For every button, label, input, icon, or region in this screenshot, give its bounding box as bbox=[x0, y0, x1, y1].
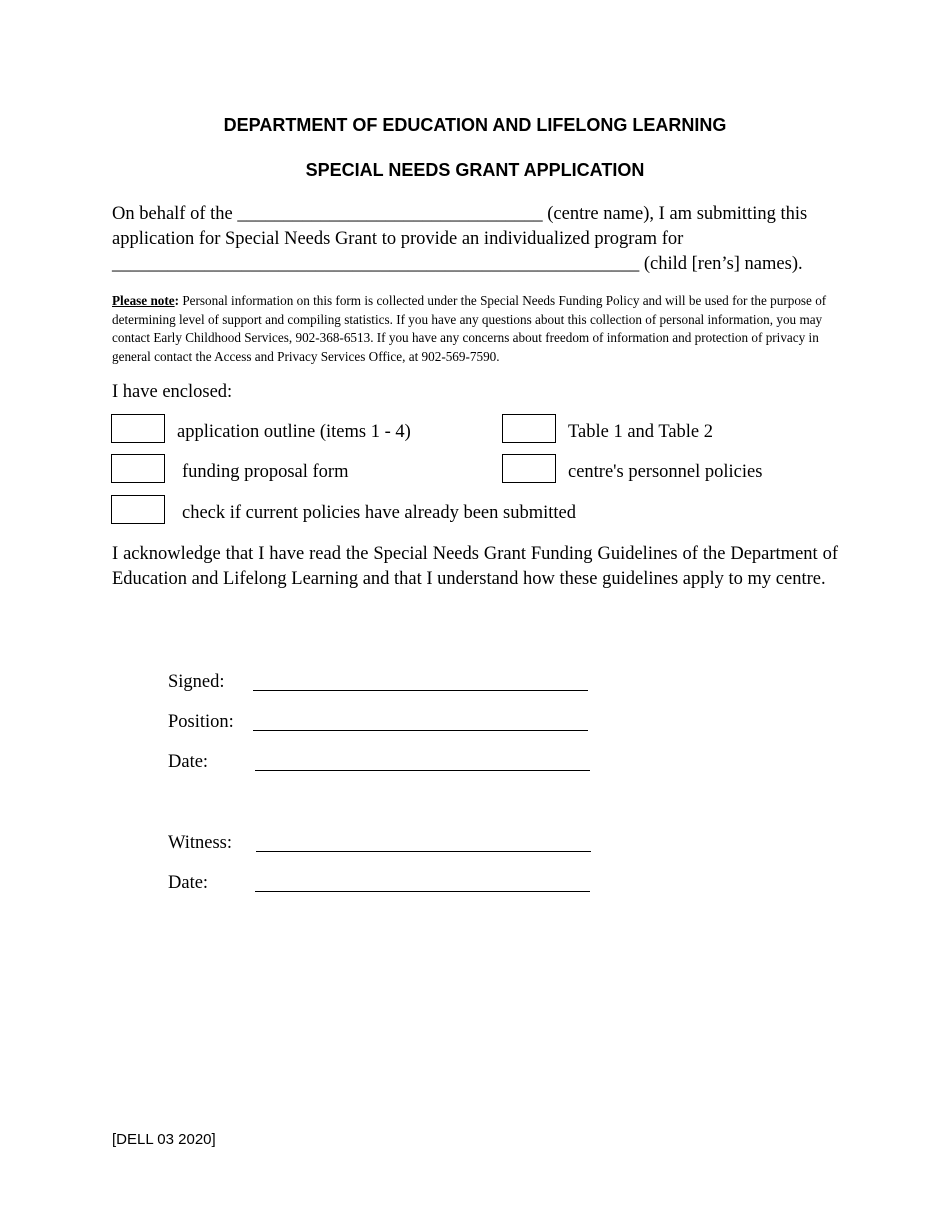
intro-line-2: application for Special Needs Grant to provide an individualized program for bbox=[112, 229, 684, 249]
tables-checkbox[interactable] bbox=[502, 414, 556, 443]
funding-proposal-label: funding proposal form bbox=[182, 462, 349, 482]
child-names-suffix: (child [ren’s] names). bbox=[643, 254, 803, 274]
application-outline-checkbox[interactable] bbox=[111, 414, 165, 443]
department-heading: DEPARTMENT OF EDUCATION AND LIFELONG LEARNING bbox=[223, 115, 727, 135]
witness-label: Witness: bbox=[168, 833, 233, 853]
acknowledgement-paragraph: I acknowledge that I have read the Special Needs Grant Funding Guidelines of the Department of Education and Lifelong Learning and that I understand how these guidelines apply to my centre. bbox=[112, 544, 838, 589]
witness-date-label: Date: bbox=[168, 873, 209, 893]
signed-field[interactable] bbox=[253, 690, 588, 691]
tables-label: Table 1 and Table 2 bbox=[568, 422, 714, 442]
witness-field[interactable] bbox=[256, 851, 591, 852]
intro-line-1 bbox=[112, 202, 838, 227]
personnel-policies-checkbox[interactable] bbox=[502, 454, 556, 483]
policies-submitted-label: check if current policies have already been submitted bbox=[182, 503, 576, 523]
application-outline-label: application outline (items 1 - 4) bbox=[177, 422, 411, 442]
witness-date-field[interactable] bbox=[255, 891, 590, 892]
signed-label: Signed: bbox=[168, 672, 225, 692]
intro-suffix: (centre name), I am submitting this bbox=[547, 204, 808, 224]
date-label: Date: bbox=[168, 752, 209, 772]
form-title: SPECIAL NEEDS GRANT APPLICATION bbox=[305, 160, 645, 180]
privacy-note-colon: : bbox=[174, 293, 180, 308]
privacy-note bbox=[112, 292, 838, 366]
position-field[interactable] bbox=[253, 730, 588, 731]
date-field[interactable] bbox=[255, 770, 590, 771]
privacy-note-text: Personal information on this form is collected under the Special Needs Funding Policy and will be used for the purpose of determining level of support and compiling statistics. If you have any questions about this collection of personal information, you may contact Early Childhood Services, 902-368-6513. If you have any concerns about freedom of information and protection of privacy in general contact the Access and Privacy Services Office, at 902-569-7590. bbox=[112, 293, 827, 364]
enclosed-heading: I have enclosed: bbox=[112, 382, 233, 402]
intro-prefix: On behalf of the bbox=[112, 204, 233, 224]
policies-submitted-checkbox[interactable] bbox=[111, 495, 165, 524]
privacy-note-label: Please note bbox=[112, 293, 175, 308]
personnel-policies-label: centre's personnel policies bbox=[568, 462, 763, 482]
form-code: [DELL 03 2020] bbox=[112, 1131, 216, 1148]
intro-line-3 bbox=[112, 252, 838, 277]
position-label: Position: bbox=[168, 712, 234, 732]
child-names-blank[interactable]: _________________________________________________________ bbox=[112, 254, 640, 274]
funding-proposal-checkbox[interactable] bbox=[111, 454, 165, 483]
centre-name-blank[interactable]: _________________________________ bbox=[237, 204, 543, 224]
intro-paragraph bbox=[112, 202, 838, 277]
